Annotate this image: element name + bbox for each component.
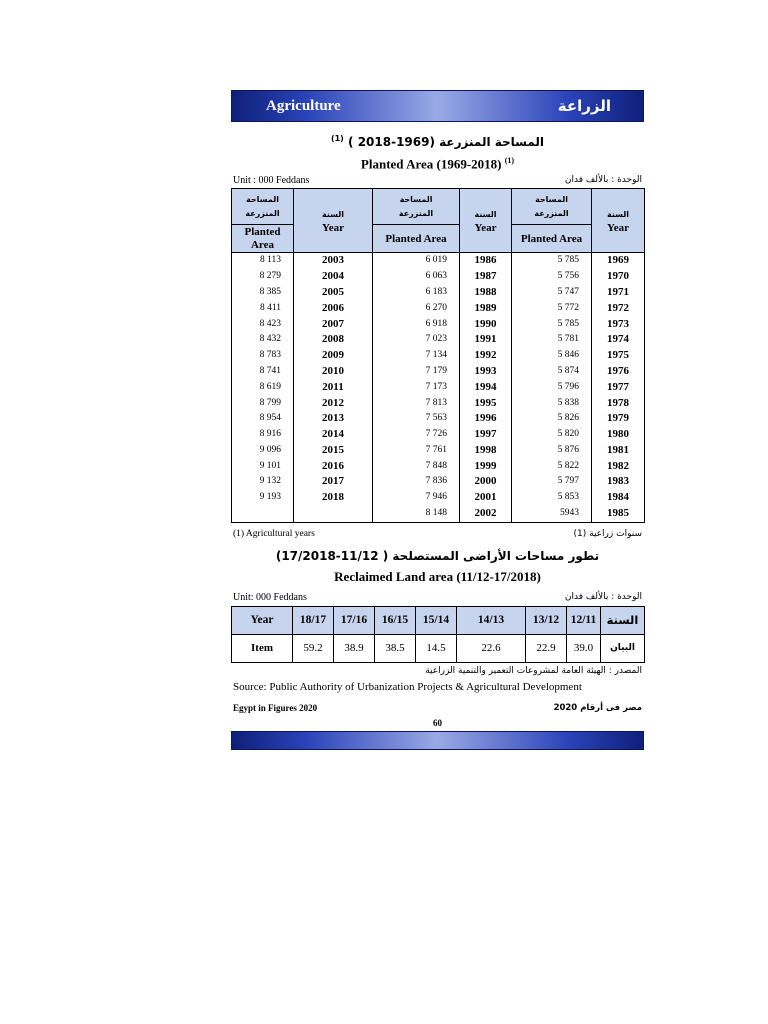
year-cell: 2001: [460, 490, 512, 506]
year-cell: [294, 506, 373, 522]
area-cell: 8 113: [232, 253, 294, 269]
header-title-en: Agriculture: [266, 98, 341, 114]
year-cell: 1971: [592, 285, 645, 301]
year-cell: 2018: [294, 490, 373, 506]
area-cell: 7 946: [373, 490, 460, 506]
planted-footnote: [231, 527, 644, 543]
planted-unit-ar: الوحدة : بالألف فدان: [564, 175, 642, 186]
footnote-en: (1) Agricultural years: [233, 528, 315, 539]
year-cell: 1984: [592, 490, 645, 506]
year-cell: 1978: [592, 396, 645, 412]
area-cell: 5 820: [512, 427, 592, 443]
year-label-en: Year: [232, 606, 293, 634]
year-cell: 1989: [460, 301, 512, 317]
area-cell: 7 134: [373, 348, 460, 364]
area-cell: 5 785: [512, 317, 592, 333]
year-cell: 1979: [592, 411, 645, 427]
area-cell: 5 796: [512, 380, 592, 396]
col-header-area-ar: المساحة المنزرعة: [232, 189, 294, 225]
year-cell: 1991: [460, 332, 512, 348]
area-cell: 9 101: [232, 459, 294, 475]
area-cell: 5 853: [512, 490, 592, 506]
col-header-area-en: Planted Area: [512, 225, 592, 253]
year-cell: 1980: [592, 427, 645, 443]
area-cell: 5 772: [512, 301, 592, 317]
area-cell: 6 270: [373, 301, 460, 317]
area-cell: 5 876: [512, 443, 592, 459]
year-cell: 2008: [294, 332, 373, 348]
year-cell: 1986: [460, 253, 512, 269]
reclaimed-year-cell: 13/12: [526, 606, 567, 634]
year-cell: 2017: [294, 474, 373, 490]
year-cell: 1976: [592, 364, 645, 380]
header-title-ar: الزراعة: [557, 97, 611, 115]
area-cell: 7 173: [373, 380, 460, 396]
area-cell: 7 848: [373, 459, 460, 475]
year-cell: 2004: [294, 269, 373, 285]
year-cell: 1995: [460, 396, 512, 412]
area-cell: 7 023: [373, 332, 460, 348]
table-row: [232, 459, 645, 475]
item-label-en: Item: [232, 634, 293, 662]
area-cell: 8 148: [373, 506, 460, 522]
table-row: [232, 253, 645, 269]
year-label-ar: السنة: [601, 606, 645, 634]
table-row: [232, 285, 645, 301]
area-cell: 5 797: [512, 474, 592, 490]
year-cell: 2000: [460, 474, 512, 490]
col-header-year: السنة Year: [592, 189, 645, 253]
area-cell: 5 874: [512, 364, 592, 380]
area-cell: 7 179: [373, 364, 460, 380]
area-cell: 8 385: [232, 285, 294, 301]
year-cell: 2009: [294, 348, 373, 364]
col-header-year: السنة Year: [460, 189, 512, 253]
year-cell: 1974: [592, 332, 645, 348]
table-row: [232, 332, 645, 348]
table-row: [232, 348, 645, 364]
area-cell: 8 954: [232, 411, 294, 427]
area-cell: 5 822: [512, 459, 592, 475]
year-cell: 1981: [592, 443, 645, 459]
year-cell: 2011: [294, 380, 373, 396]
year-cell: 1993: [460, 364, 512, 380]
planted-unit-en: Unit : 000 Feddans: [233, 175, 310, 187]
year-cell: 1988: [460, 285, 512, 301]
year-cell: 2007: [294, 317, 373, 333]
table-row: [232, 396, 645, 412]
planted-title-ar: [231, 134, 644, 149]
reclaimed-value-cell: 22.6: [457, 634, 526, 662]
area-cell: [232, 506, 294, 522]
reclaimed-area-table: [231, 606, 645, 663]
area-cell: 7 563: [373, 411, 460, 427]
col-header-area-en: Planted Area: [373, 225, 460, 253]
table-row: [232, 474, 645, 490]
year-cell: 1990: [460, 317, 512, 333]
reclaimed-year-cell: 17/16: [334, 606, 375, 634]
area-cell: 5 756: [512, 269, 592, 285]
year-cell: 1982: [592, 459, 645, 475]
reclaimed-unit-ar: الوحدة : بالألف فدان: [564, 591, 642, 602]
page-number: 60: [433, 717, 442, 728]
reclaimed-item-row: [232, 634, 645, 662]
reclaimed-year-cell: 15/14: [416, 606, 457, 634]
area-cell: 5 747: [512, 285, 592, 301]
footnote-ar: (1) سنوات زراعية: [573, 528, 642, 539]
reclaimed-year-cell: 12/11: [567, 606, 601, 634]
area-cell: 8 799: [232, 396, 294, 412]
planted-unit-row: [231, 174, 644, 188]
document-page: [231, 90, 644, 750]
year-cell: 1969: [592, 253, 645, 269]
planted-title-en-note: (1): [504, 156, 515, 165]
col-header-area-en: Planted Area: [232, 225, 294, 253]
year-cell: 1973: [592, 317, 645, 333]
year-cell: 1994: [460, 380, 512, 396]
year-cell: 1983: [592, 474, 645, 490]
source-ar: المصدر : الهيئة العامة لمشروعات التعمير والتنمية الزراعية: [425, 665, 642, 676]
reclaimed-year-cell: 18/17: [293, 606, 334, 634]
area-cell: 8 783: [232, 348, 294, 364]
page-footer: [231, 703, 644, 717]
year-cell: 2012: [294, 396, 373, 412]
table-row: [232, 317, 645, 333]
planted-title-ar-note: (1): [330, 134, 344, 143]
reclaimed-title-ar: تطور مساحات الأراضى المستصلحة ( 11/12-17/2018): [275, 548, 600, 563]
area-cell: 9 132: [232, 474, 294, 490]
reclaimed-year-row: [232, 606, 645, 634]
year-cell: 2014: [294, 427, 373, 443]
year-cell: 2002: [460, 506, 512, 522]
area-cell: 7 836: [373, 474, 460, 490]
reclaimed-value-cell: 14.5: [416, 634, 457, 662]
reclaimed-value-cell: 59.2: [293, 634, 334, 662]
col-header-area-ar: المساحة المنزرعة: [512, 189, 592, 225]
year-cell: 2015: [294, 443, 373, 459]
table-row: [232, 380, 645, 396]
col-header-year: السنة Year: [294, 189, 373, 253]
table-row: [232, 364, 645, 380]
table-row: [232, 301, 645, 317]
year-cell: 1970: [592, 269, 645, 285]
col-header-area-ar: المساحة المنزرعة: [373, 189, 460, 225]
area-cell: 5 781: [512, 332, 592, 348]
year-cell: 2003: [294, 253, 373, 269]
planted-area-table: [231, 188, 645, 523]
header-banner: [231, 90, 644, 122]
reclaimed-value-cell: 38.5: [375, 634, 416, 662]
area-cell: 8 741: [232, 364, 294, 380]
year-cell: 1975: [592, 348, 645, 364]
year-cell: 1992: [460, 348, 512, 364]
year-cell: 2010: [294, 364, 373, 380]
area-cell: 7 761: [373, 443, 460, 459]
area-cell: 7 726: [373, 427, 460, 443]
area-cell: 8 916: [232, 427, 294, 443]
table-row: [232, 506, 645, 522]
reclaimed-year-cell: 14/13: [457, 606, 526, 634]
year-cell: 1985: [592, 506, 645, 522]
year-cell: 1998: [460, 443, 512, 459]
reclaimed-title-en: Reclaimed Land area (11/12-17/2018): [334, 568, 541, 584]
table-row: [232, 427, 645, 443]
source-en: Source: Public Authority of Urbanization Projects & Agricultural Development: [233, 680, 582, 693]
year-cell: 1972: [592, 301, 645, 317]
footer-right: مصر فى أرقام 2020: [553, 702, 642, 713]
year-cell: 2016: [294, 459, 373, 475]
reclaimed-unit-row: [231, 591, 644, 605]
area-cell: 8 279: [232, 269, 294, 285]
table-row: [232, 490, 645, 506]
area-cell: 9 096: [232, 443, 294, 459]
planted-title-ar-text: المساحة المنزرعة (1969-2018 ): [348, 135, 545, 149]
area-cell: 5 838: [512, 396, 592, 412]
year-cell: 2006: [294, 301, 373, 317]
item-label-ar: البيان: [601, 634, 645, 662]
reclaimed-year-cell: 16/15: [375, 606, 416, 634]
area-cell: 6 063: [373, 269, 460, 285]
planted-title-en: [231, 156, 644, 172]
area-cell: 5943: [512, 506, 592, 522]
year-cell: 1977: [592, 380, 645, 396]
table-row: [232, 411, 645, 427]
reclaimed-value-cell: 38.9: [334, 634, 375, 662]
year-cell: 2013: [294, 411, 373, 427]
area-cell: 6 918: [373, 317, 460, 333]
area-cell: 5 826: [512, 411, 592, 427]
area-cell: 8 432: [232, 332, 294, 348]
year-cell: 1997: [460, 427, 512, 443]
planted-title-en-text: Planted Area (1969-2018): [360, 156, 502, 172]
reclaimed-value-cell: 39.0: [567, 634, 601, 662]
area-cell: 8 619: [232, 380, 294, 396]
year-cell: 1999: [460, 459, 512, 475]
area-cell: 5 846: [512, 348, 592, 364]
area-cell: 7 813: [373, 396, 460, 412]
area-cell: 8 411: [232, 301, 294, 317]
table-row: [232, 443, 645, 459]
area-cell: 5 785: [512, 253, 592, 269]
year-cell: 1996: [460, 411, 512, 427]
area-cell: 8 423: [232, 317, 294, 333]
area-cell: 6 183: [373, 285, 460, 301]
area-cell: 6 019: [373, 253, 460, 269]
year-cell: 1987: [460, 269, 512, 285]
footer-banner: [231, 731, 644, 750]
reclaimed-value-cell: 22.9: [526, 634, 567, 662]
area-cell: 9 193: [232, 490, 294, 506]
footer-left: Egypt in Figures 2020: [233, 702, 318, 713]
reclaimed-unit-en: Unit: 000 Feddans: [233, 591, 307, 603]
year-cell: 2005: [294, 285, 373, 301]
table-row: [232, 269, 645, 285]
